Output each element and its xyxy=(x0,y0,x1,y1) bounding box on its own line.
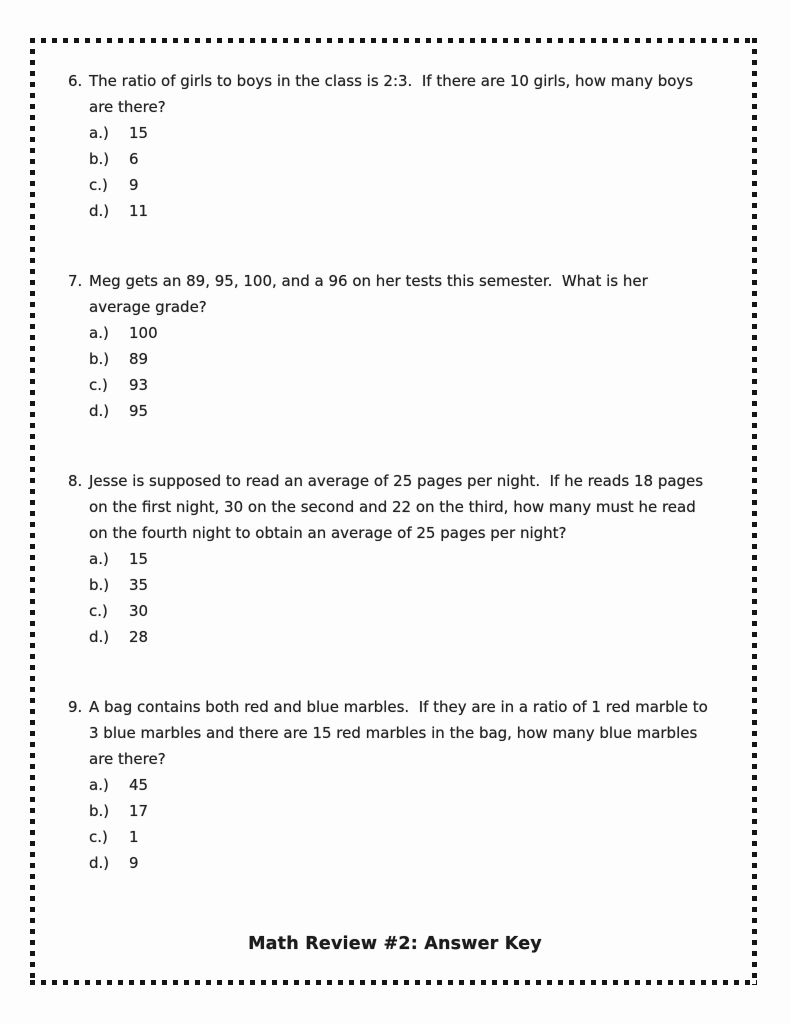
choice-row xyxy=(89,346,708,372)
choice-label: b.) xyxy=(89,576,110,594)
choice-label: a.) xyxy=(89,124,109,142)
choice-label: c.) xyxy=(89,828,108,846)
choice-list xyxy=(68,772,708,876)
choice-label: d.) xyxy=(89,628,110,646)
question-text: The ratio of girls to boys in the class is 2:3. If there are 10 girls, how many boys are there? xyxy=(89,72,698,116)
choice-label: c.) xyxy=(89,176,108,194)
choice-label: c.) xyxy=(89,376,108,394)
choice-list xyxy=(68,546,708,650)
choice-label: a.) xyxy=(89,324,109,342)
choice-value: 95 xyxy=(129,402,149,420)
question-9 xyxy=(68,694,713,876)
choice-label: b.) xyxy=(89,350,110,368)
choice-label: a.) xyxy=(89,550,109,568)
choice-value: 15 xyxy=(129,124,149,142)
dotted-border-bottom xyxy=(30,980,757,985)
dotted-border-top xyxy=(30,38,757,43)
choice-list xyxy=(68,320,708,424)
choice-list xyxy=(68,120,708,224)
choice-row xyxy=(89,372,708,398)
choice-row xyxy=(89,546,708,572)
choice-label: b.) xyxy=(89,802,110,820)
page-title: Math Review #2: Answer Key xyxy=(248,934,542,954)
choice-row xyxy=(89,772,708,798)
worksheet-content xyxy=(68,68,713,920)
choice-row xyxy=(89,824,708,850)
choice-value: 1 xyxy=(129,828,139,846)
choice-row xyxy=(89,172,708,198)
choice-row xyxy=(89,850,708,876)
choice-label: d.) xyxy=(89,854,110,872)
choice-label: a.) xyxy=(89,776,109,794)
choice-row xyxy=(89,598,708,624)
choice-label: d.) xyxy=(89,402,110,420)
question-number: 7. xyxy=(68,272,83,290)
choice-value: 11 xyxy=(129,202,149,220)
choice-value: 100 xyxy=(129,324,158,342)
choice-row xyxy=(89,624,708,650)
question-6 xyxy=(68,68,708,224)
choice-value: 9 xyxy=(129,854,139,872)
choice-value: 93 xyxy=(129,376,149,394)
question-text: Meg gets an 89, 95, 100, and a 96 on her tests this semester. What is her average grade? xyxy=(89,272,653,316)
choice-row xyxy=(89,120,708,146)
dotted-border-left xyxy=(30,38,35,985)
question-number: 6. xyxy=(68,72,83,90)
choice-row xyxy=(89,798,708,824)
choice-row xyxy=(89,398,708,424)
choice-row xyxy=(89,572,708,598)
question-text: A bag contains both red and blue marbles. If they are in a ratio of 1 red marble to 3 blue marbles and there are 15 red marbles in the bag, how many blue marbles are there? xyxy=(89,698,713,768)
choice-label: c.) xyxy=(89,602,108,620)
question-8 xyxy=(68,468,708,650)
choice-value: 45 xyxy=(129,776,149,794)
question-number: 8. xyxy=(68,472,83,490)
choice-value: 17 xyxy=(129,802,149,820)
question-text: Jesse is supposed to read an average of 25 pages per night. If he reads 18 pages on the first night, 30 on the second and 22 on the third, how many must he read on the fourth night to obtain an average of 25 pages per night? xyxy=(89,472,708,542)
choice-label: b.) xyxy=(89,150,110,168)
dotted-border-right xyxy=(752,38,757,985)
choice-value: 15 xyxy=(129,550,149,568)
choice-value: 89 xyxy=(129,350,149,368)
choice-value: 35 xyxy=(129,576,149,594)
choice-row xyxy=(89,146,708,172)
choice-value: 30 xyxy=(129,602,149,620)
choice-value: 28 xyxy=(129,628,149,646)
choice-label: d.) xyxy=(89,202,110,220)
choice-value: 6 xyxy=(129,150,139,168)
choice-row xyxy=(89,198,708,224)
question-number: 9. xyxy=(68,698,83,716)
question-7 xyxy=(68,268,708,424)
choice-row xyxy=(89,320,708,346)
choice-value: 9 xyxy=(129,176,139,194)
